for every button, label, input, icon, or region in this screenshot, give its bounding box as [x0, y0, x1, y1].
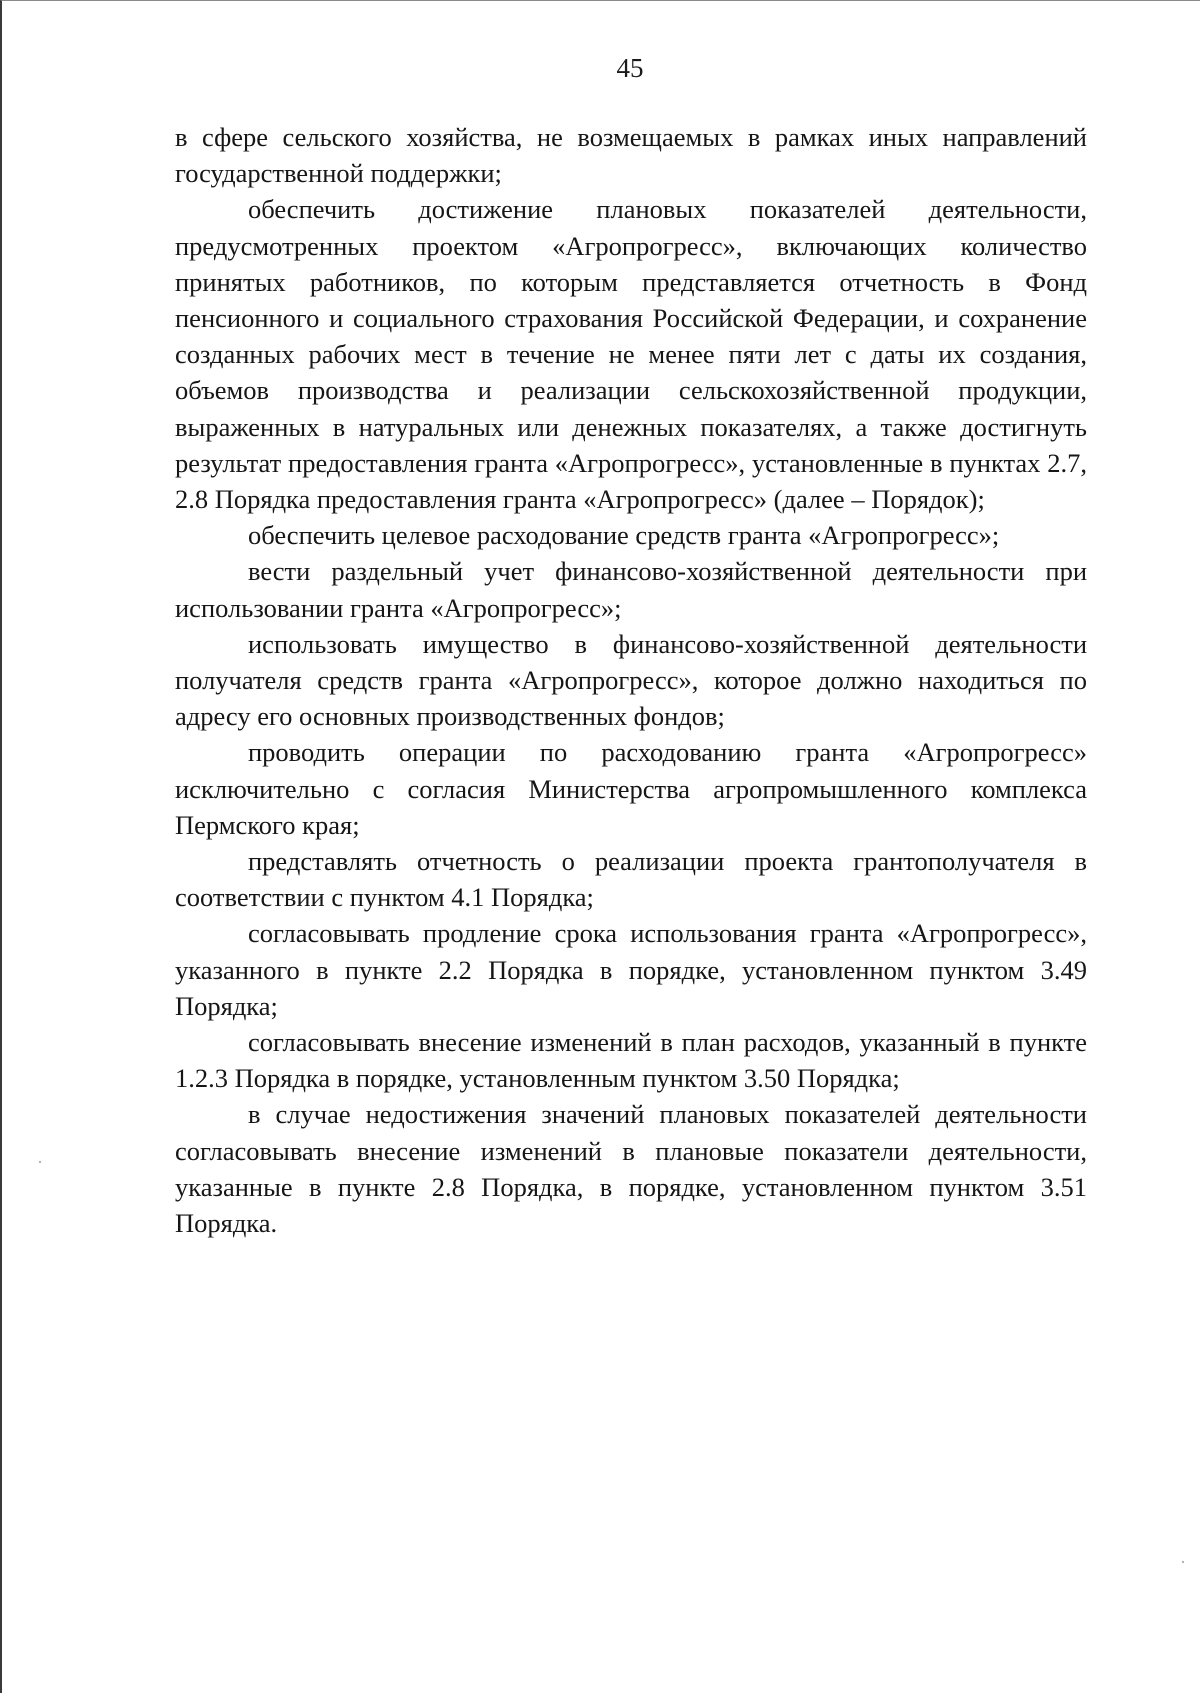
paragraph-achieve-indicators: обеспечить достижение плановых показателей деятельности, предусмотренных проектом «Агропрогресс», включающих количество принятых работников, по которым представляется отчетность в Фонд пенсионного и социального страхования Российской Федерации, и сохранение созданных рабочих мест в течение не менее пяти лет с даты их создания, объемов производства и реализации сельскохозяйственной продукции, выраженных в натуральных или денежных показателях, а также достигнуть результат предоставления гранта «Агропрогресс», установленные в пунктах 2.7, 2.8 Порядка предоставления гранта «Агропрогресс» (далее – Порядок); — [175, 194, 1087, 515]
paragraph-extension-approval: согласовывать продление срока использования гранта «Агропрогресс», указанного в пункте 2.2 Порядка в порядке, установленном пунктом 3.49 Порядка; — [175, 918, 1087, 1021]
scan-speck — [1182, 1561, 1184, 1563]
paragraph-use-property: использовать имущество в финансово-хозяйственной деятельности получателя средств гранта «Агропрогресс», которое должно находиться по адресу его основных производственных фондов; — [175, 628, 1087, 732]
page-number: 45 — [616, 53, 644, 83]
paragraph-indicator-changes: в случае недостижения значений плановых показателей деятельности согласовывать внесение изменений в плановые показатели деятельности, указанные в пункте 2.8 Порядка, в порядке, установленном пунктом 3.51 Порядка. — [175, 1099, 1087, 1239]
paragraph-separate-accounting: вести раздельный учет финансово-хозяйственной деятельности при использовании гранта «Агропрогресс»; — [175, 556, 1087, 623]
scan-speck — [39, 1161, 41, 1163]
paragraph-targeted-spending: обеспечить целевое расходование средств гранта «Агропрогресс»; — [248, 520, 1000, 551]
document-body — [175, 119, 1087, 1241]
paragraph-spending-operations: проводить операции по расходованию гранта «Агропрогресс» исключительно с согласия Министерства агропромышленного комплекса Пермского края; — [175, 737, 1087, 840]
paragraph-reporting: представлять отчетность о реализации проекта грантополучателя в соответствии с пунктом 4.1 Порядка; — [175, 846, 1087, 913]
paragraph-expense-plan-changes: согласовывать внесение изменений в план расходов, указанный в пункте 1.2.3 Порядка в порядке, установленным пунктом 3.50 Порядка; — [175, 1027, 1087, 1094]
paragraph-continuation: в сфере сельского хозяйства, не возмещаемых в рамках иных направлений государственной поддержки; — [175, 122, 1087, 189]
